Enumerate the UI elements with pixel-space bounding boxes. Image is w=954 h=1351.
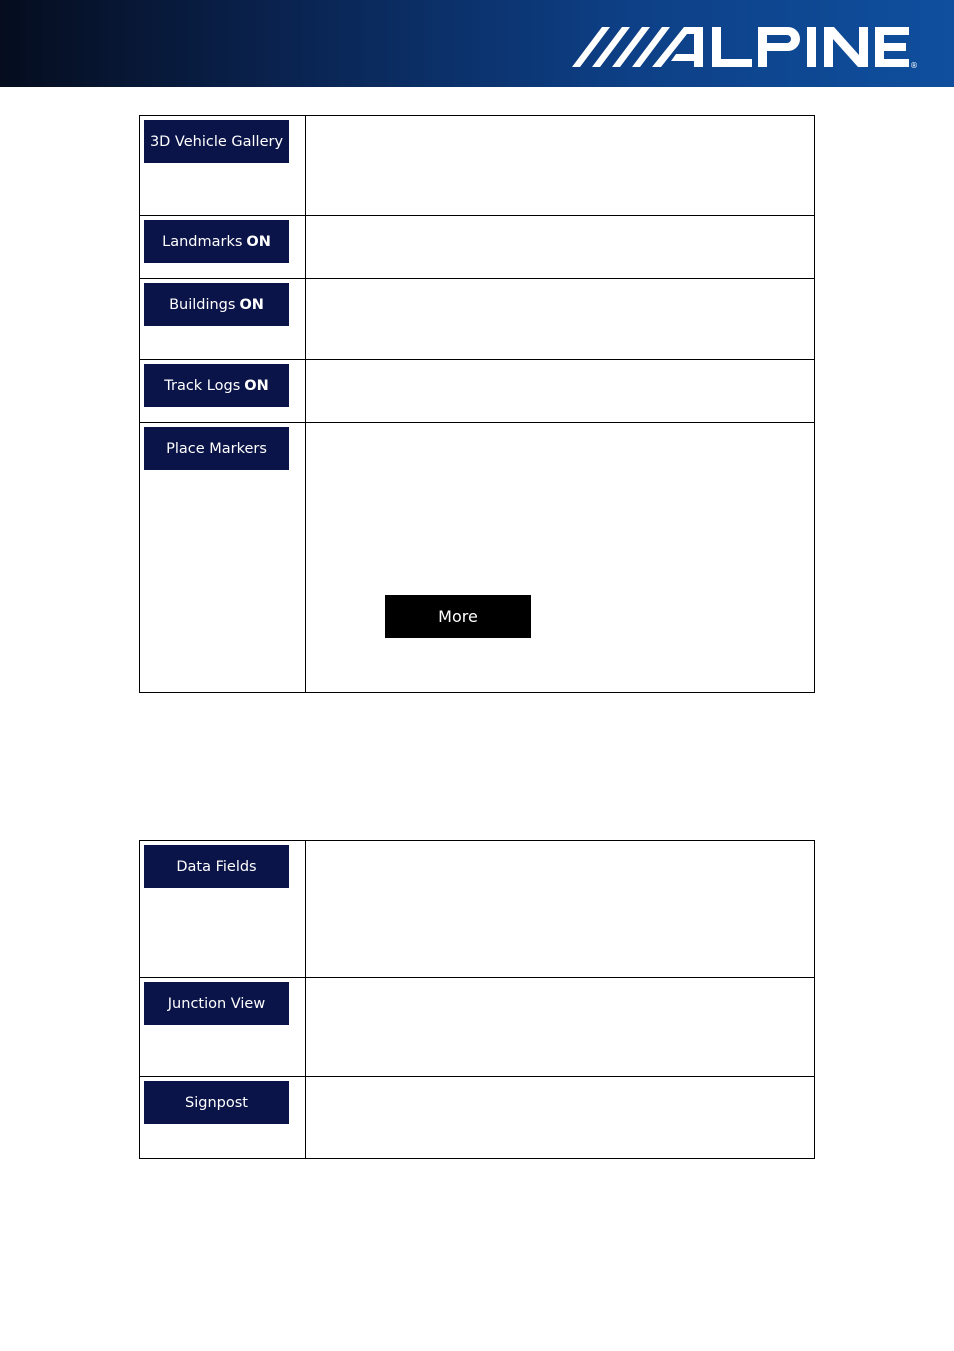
button-state: ON [246,233,271,250]
button-label: Junction View [167,995,266,1012]
table-row [140,423,815,693]
description-cell [306,279,815,360]
description-cell [306,423,815,693]
button-label: 3D Vehicle Gallery [149,133,284,150]
table-row [140,978,815,1077]
vehicle-gallery-button[interactable] [144,120,289,163]
table-row [140,216,815,279]
table-row [140,841,815,978]
data-fields-button[interactable] [144,845,289,888]
button-label: Signpost [185,1094,248,1111]
description-cell [306,978,815,1077]
alpine-logo [572,24,922,70]
signpost-button[interactable] [144,1081,289,1124]
button-label: Place Markers [166,440,267,457]
header-banner [0,0,954,87]
registered-mark: ® [910,61,918,70]
junction-view-button[interactable] [144,982,289,1025]
description-cell [306,360,815,423]
table-row [140,360,815,423]
button-state: ON [244,377,269,394]
place-markers-button[interactable] [144,427,289,470]
description-cell [306,216,815,279]
table-row [140,116,815,216]
table-row [140,279,815,360]
description-cell [306,1077,815,1159]
button-state: ON [239,296,264,313]
landmarks-toggle-button[interactable] [144,220,289,263]
more-button-label: More [438,607,478,626]
button-label: Data Fields [176,858,257,875]
table-row [140,1077,815,1159]
description-cell [306,841,815,978]
more-button[interactable] [385,595,531,638]
button-label: Landmarks [162,233,243,250]
button-label: Buildings [169,296,236,313]
track-logs-toggle-button[interactable] [144,364,289,407]
description-cell [306,116,815,216]
buildings-toggle-button[interactable] [144,283,289,326]
button-label: Track Logs [164,377,241,394]
options-table-bottom [139,840,815,1159]
